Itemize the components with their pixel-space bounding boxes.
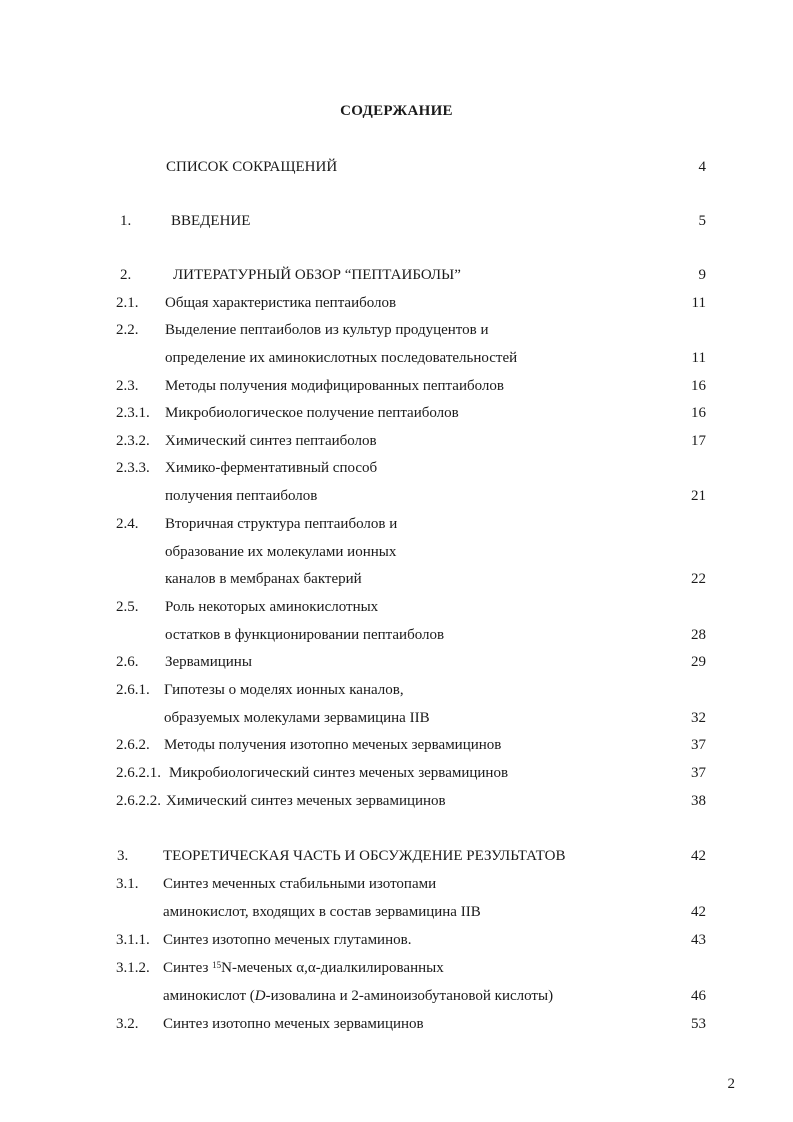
toc-entry[interactable] bbox=[0, 514, 793, 534]
toc-entry-text: каналов в мембранах бактерий bbox=[165, 571, 362, 587]
toc-entry-page: 37 bbox=[691, 765, 706, 781]
toc-entry-page: 42 bbox=[691, 904, 706, 920]
toc-entry-number: 2.5. bbox=[116, 599, 139, 615]
toc-entry-continuation[interactable] bbox=[0, 348, 793, 368]
toc-entry-text: Гипотезы о моделях ионных каналов, bbox=[164, 682, 404, 698]
toc-entry-text bbox=[163, 958, 444, 978]
toc-entry-text: аминокислот, входящих в состав зервамицина IIB bbox=[163, 904, 481, 920]
toc-entry-page: 9 bbox=[698, 267, 706, 283]
toc-entry[interactable] bbox=[0, 763, 793, 783]
toc-entry-page: 46 bbox=[691, 988, 706, 1004]
toc-entry-number: 2.2. bbox=[116, 322, 139, 338]
toc-entry[interactable] bbox=[0, 791, 793, 811]
isotope-superscript: 15 bbox=[212, 960, 222, 970]
toc-entry-text: СПИСОК СОКРАЩЕНИЙ bbox=[166, 159, 338, 175]
toc-entry-page: 5 bbox=[698, 213, 706, 229]
toc-entry-text bbox=[163, 986, 553, 1006]
toc-entry-page: 53 bbox=[691, 1016, 706, 1032]
toc-entry-text: образование их молекулами ионных bbox=[165, 544, 397, 560]
toc-entry-text: получения пептаиболов bbox=[165, 488, 318, 504]
toc-entry[interactable] bbox=[0, 735, 793, 755]
toc-entry-text: ЛИТЕРАТУРНЫЙ ОБЗОР “ПЕПТАИБОЛЫ” bbox=[173, 267, 461, 283]
page-title: СОДЕРЖАНИЕ bbox=[340, 103, 453, 119]
toc-entry[interactable] bbox=[0, 211, 793, 231]
toc-entry[interactable] bbox=[0, 320, 793, 340]
toc-entry-number: 2. bbox=[120, 267, 132, 283]
toc-entry-page: 4 bbox=[698, 159, 706, 175]
toc-entry[interactable] bbox=[0, 265, 793, 285]
toc-entry-continuation[interactable] bbox=[0, 625, 793, 645]
toc-entry-text-after: -изовалина и 2-аминоизобутановой кислоты) bbox=[265, 988, 554, 1004]
toc-entry[interactable] bbox=[0, 958, 793, 978]
toc-entry[interactable] bbox=[0, 652, 793, 672]
toc-entry-page: 11 bbox=[691, 350, 706, 366]
toc-entry-page: 38 bbox=[691, 793, 706, 809]
toc-entry-text: Методы получения изотопно меченых зервамицинов bbox=[164, 737, 502, 753]
toc-entry[interactable] bbox=[0, 597, 793, 617]
toc-entry-text: Синтез изотопно меченых зервамицинов bbox=[163, 1016, 424, 1032]
toc-entry-text-italic: D bbox=[254, 988, 266, 1004]
toc-entry-text: остатков в функционировании пептаиболов bbox=[165, 627, 445, 643]
toc-entry-number: 2.3.3. bbox=[116, 460, 150, 476]
toc-entry[interactable] bbox=[0, 930, 793, 950]
toc-entry[interactable] bbox=[0, 376, 793, 396]
toc-entry-text: Зервамицины bbox=[165, 654, 252, 670]
toc-entry-text-after: N-меченых α,α-диалкилированных bbox=[221, 960, 444, 976]
toc-entry[interactable] bbox=[0, 293, 793, 313]
toc-entry-text: Роль некоторых аминокислотных bbox=[165, 599, 379, 615]
toc-entry-text: Методы получения модифицированных пептаиболов bbox=[165, 378, 504, 394]
toc-entry-number: 3.2. bbox=[116, 1016, 139, 1032]
toc-entry-number: 3. bbox=[117, 848, 129, 864]
toc-entry-page: 22 bbox=[691, 571, 706, 587]
toc-entry-continuation[interactable] bbox=[0, 542, 793, 562]
toc-entry-continuation[interactable] bbox=[0, 569, 793, 589]
toc-entry-number: 3.1.1. bbox=[116, 932, 150, 948]
toc-entry[interactable] bbox=[0, 157, 793, 177]
toc-entry-number: 2.6.2.1. bbox=[116, 765, 161, 781]
toc-entry-number: 2.6.2. bbox=[116, 737, 150, 753]
toc-entry-page: 32 bbox=[691, 710, 706, 726]
toc-entry-continuation[interactable] bbox=[0, 708, 793, 728]
toc-entry-text: образуемых молекулами зервамицина IIB bbox=[164, 710, 430, 726]
toc-entry[interactable] bbox=[0, 846, 793, 866]
toc-entry-page: 29 bbox=[691, 654, 706, 670]
toc-entry-page: 43 bbox=[691, 932, 706, 948]
toc-entry-text: Микробиологическое получение пептаиболов bbox=[165, 405, 459, 421]
toc-entry-text: Выделение пептаиболов из культур продуцентов и bbox=[165, 322, 489, 338]
toc-entry-text: Химический синтез пептаиболов bbox=[165, 433, 377, 449]
toc-entry-number: 2.6.2.2. bbox=[116, 793, 161, 809]
toc-entry-page: 16 bbox=[691, 405, 706, 421]
toc-entry[interactable] bbox=[0, 431, 793, 451]
toc-entry-page: 16 bbox=[691, 378, 706, 394]
page-number: 2 bbox=[727, 1076, 735, 1092]
toc-entry-number: 2.4. bbox=[116, 516, 139, 532]
toc-entry-continuation[interactable] bbox=[0, 902, 793, 922]
toc-entry-text: Общая характеристика пептаиболов bbox=[165, 295, 397, 311]
toc-entry[interactable] bbox=[0, 458, 793, 478]
toc-entry-text: Химический синтез меченых зервамицинов bbox=[166, 793, 446, 809]
toc-entry-page: 21 bbox=[691, 488, 706, 504]
toc-entry-number: 2.3. bbox=[116, 378, 139, 394]
toc-entry-page: 17 bbox=[691, 433, 706, 449]
toc-entry-number: 3.1. bbox=[116, 876, 139, 892]
toc-entry[interactable] bbox=[0, 874, 793, 894]
toc-entry-number: 2.1. bbox=[116, 295, 139, 311]
toc-entry[interactable] bbox=[0, 1014, 793, 1034]
toc-entry[interactable] bbox=[0, 403, 793, 423]
toc-entry-continuation[interactable] bbox=[0, 486, 793, 506]
toc-entry-text: Синтез изотопно меченых глутаминов. bbox=[163, 932, 412, 948]
toc-entry-page: 11 bbox=[691, 295, 706, 311]
toc-entry-text-before: Синтез bbox=[163, 960, 213, 976]
toc-entry-text: Синтез меченных стабильными изотопами bbox=[163, 876, 437, 892]
toc-entry-number: 2.3.2. bbox=[116, 433, 150, 449]
toc-entry-page: 28 bbox=[691, 627, 706, 643]
toc-entry-text: ВВЕДЕНИЕ bbox=[171, 213, 251, 229]
toc-entry-page: 37 bbox=[691, 737, 706, 753]
toc-entry[interactable] bbox=[0, 680, 793, 700]
toc-entry-text: Химико-ферментативный способ bbox=[165, 460, 378, 476]
toc-entry-continuation[interactable] bbox=[0, 986, 793, 1006]
toc-entry-number: 3.1.2. bbox=[116, 960, 150, 976]
toc-entry-page: 42 bbox=[691, 848, 706, 864]
toc-entry-text: ТЕОРЕТИЧЕСКАЯ ЧАСТЬ И ОБСУЖДЕНИЕ РЕЗУЛЬТАТОВ bbox=[163, 848, 566, 864]
toc-entry-text: Вторичная структура пептаиболов и bbox=[165, 516, 398, 532]
toc-entry-number: 2.3.1. bbox=[116, 405, 150, 421]
toc-entry-text: Микробиологический синтез меченых зервамицинов bbox=[169, 765, 509, 781]
toc-entry-number: 2.6.1. bbox=[116, 682, 150, 698]
toc-entry-text: определение их аминокислотных последовательностей bbox=[165, 350, 518, 366]
toc-entry-number: 1. bbox=[120, 213, 132, 229]
toc-entry-text-before: аминокислот ( bbox=[163, 988, 255, 1004]
toc-entry-number: 2.6. bbox=[116, 654, 139, 670]
